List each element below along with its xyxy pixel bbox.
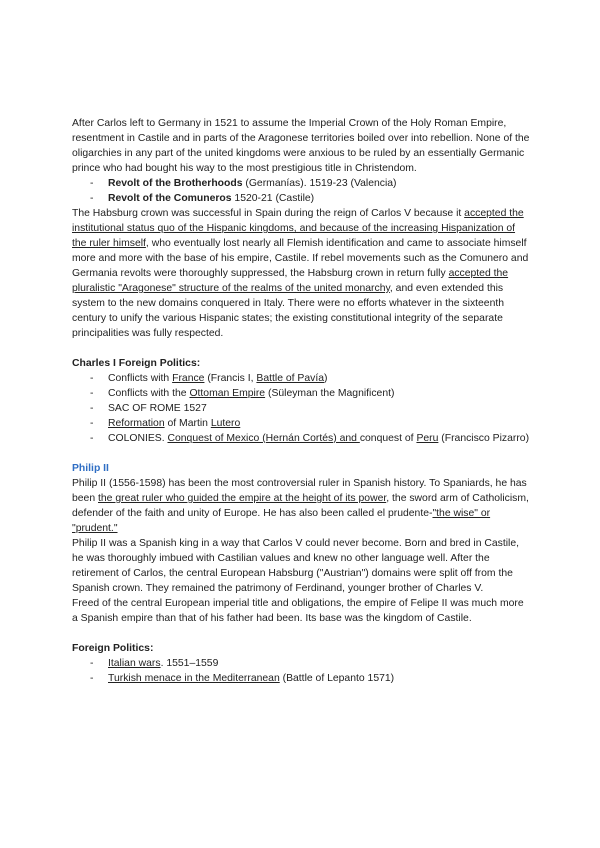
list-item: - SAC OF ROME 1527 bbox=[72, 401, 532, 416]
document-page bbox=[72, 116, 532, 686]
philip-paragraph-1: Philip II (1556-1598) has been the most controversial ruler in Spanish history. To Spaniards, he has been the great ruler who guided the empire at the height of its power, the sword arm of Catholicism, defender of the faith and unity of Europe. He has also been called el prudente-"the wise" or "prudent." bbox=[72, 478, 529, 534]
list-item: - Turkish menace in the Mediterranean (Battle of Lepanto 1571) bbox=[72, 671, 532, 686]
foreign-list bbox=[72, 656, 532, 686]
list-item: - Italian wars. 1551–1559 bbox=[72, 656, 532, 671]
list-item: - Revolt of the Brotherhoods (Germanías). 1519-23 (Valencia) bbox=[72, 176, 532, 191]
list-item: - COLONIES. Conquest of Mexico (Hernán Cortés) and conquest of Peru (Francisco Pizarro) bbox=[72, 431, 532, 446]
habsburg-paragraph: The Habsburg crown was successful in Spain during the reign of Carlos V because it accepted the institutional status quo of the Hispanic kingdoms, and because of the increasing Hispanization of the ruler himself, who eventually lost nearly all Flemish identification and came to associate himself more and more with the base of his empire, Castile. If rebel movements such as the Comunero and Germania revolts were thoroughly suppressed, the Habsburg crown in return fully accepted the pluralistic "Aragonese" structure of the realms of the united monarchy, and even extended this system to the new domains conquered in Italy. There were no efforts whatever in the sixteenth century to unify the various Hispanic states; the existing constitutional integrity of the separate principalities was fully respected. bbox=[72, 208, 529, 339]
intro-paragraph: After Carlos left to Germany in 1521 to assume the Imperial Crown of the Holy Roman Empire, resentment in Castile and in parts of the Aragonese territories boiled over into rebellion. None of the oligarchies in any part of the united kingdoms were anxious to be ruled by an essentially Germanic prince who had bought his way to the most prestigious title in Christendom. bbox=[72, 118, 530, 174]
philip-paragraph-2: Philip II was a Spanish king in a way that Carlos V could never become. Born and bred in Castile, he was thoroughly imbued with Castilian values and knew no other language well. After the retirement of Carlos, the central European Habsburg ("Austrian") domains were split off from the Spanish crown. They remained the patrimony of Ferdinand, younger brother of Charles V. bbox=[72, 538, 520, 594]
charles-heading: Charles I Foreign Politics: bbox=[72, 358, 201, 369]
revolts-list bbox=[72, 176, 532, 206]
list-item: - Revolt of the Comuneros 1520-21 (Castile) bbox=[72, 191, 532, 206]
philip-paragraph-3: Freed of the central European imperial title and obligations, the empire of Felipe II was much more a Spanish empire than that of his father had been. Its base was the kingdom of Castile. bbox=[72, 598, 524, 624]
charles-list bbox=[72, 371, 532, 446]
list-item: - Conflicts with France (Francis I, Battle of Pavía) bbox=[72, 371, 532, 386]
list-item: - Reformation of Martin Lutero bbox=[72, 416, 532, 431]
philip-heading: Philip II bbox=[72, 463, 109, 474]
foreign-heading: Foreign Politics: bbox=[72, 643, 154, 654]
list-item: - Conflicts with the Ottoman Empire (Süleyman the Magnificent) bbox=[72, 386, 532, 401]
